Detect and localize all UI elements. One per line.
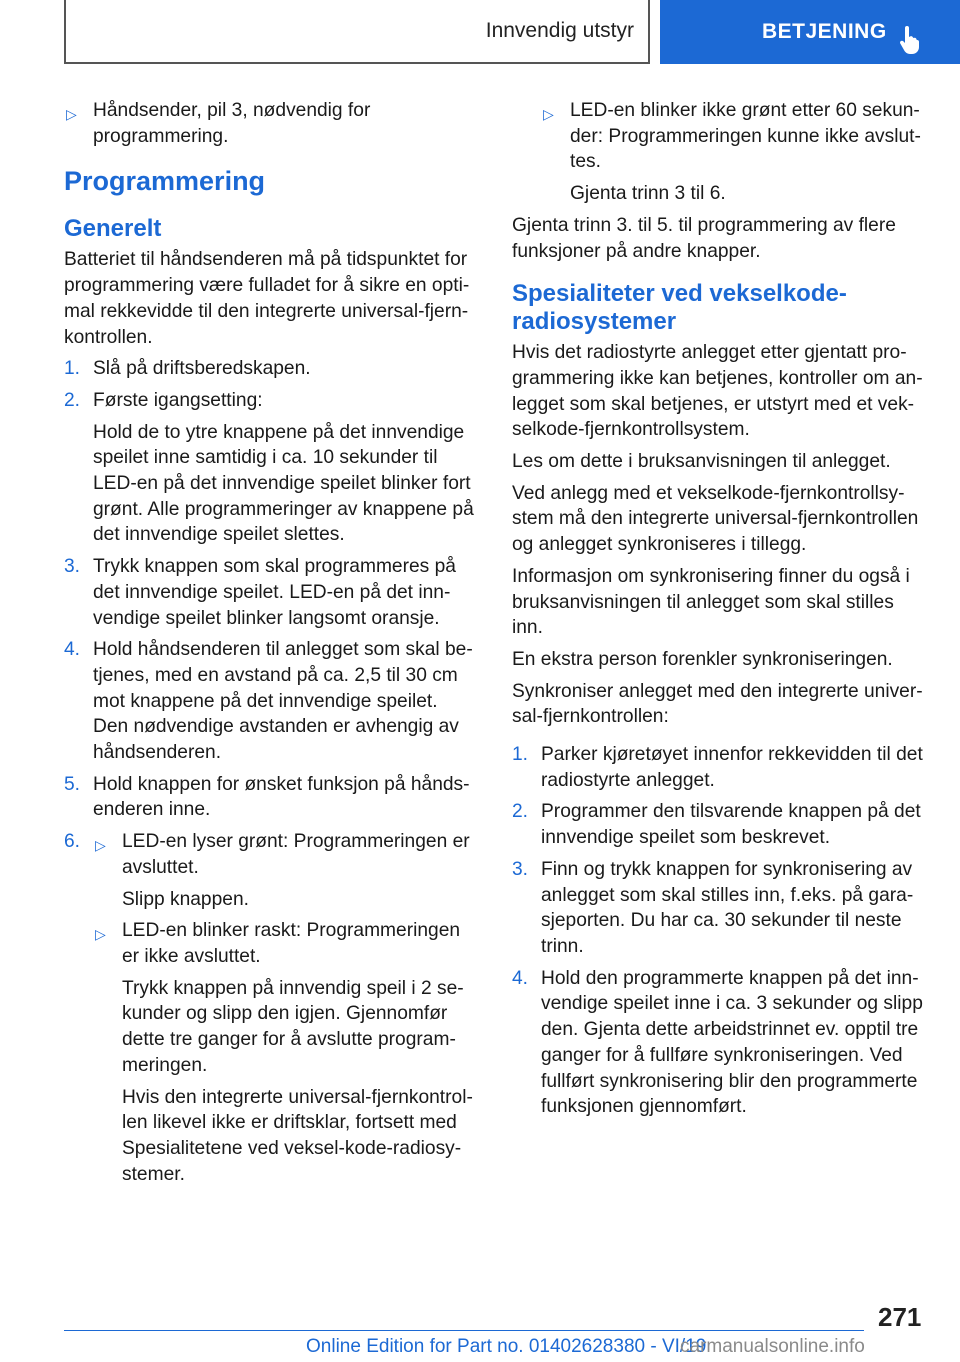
paragraph-battery: Batteriet til håndsenderen må på tidspunktet for programmering være fulladet for å sikre en optimal rekkevidde til den integrerte universal-fjernkontrollen. xyxy=(64,249,470,348)
paragraph-3: Ved anlegg med et vekselkode-fjernkontrollsystem må den integrerte universal-fjernkontrollen og anlegget synkroniseres i tillegg. xyxy=(512,482,919,556)
sync-step-4: 4. Hold den programmerte knappen på det innvendige speilet inne i ca. 3 sekunder og slipp den. Gjenta dette arbeidstrinnet ev. opptil tre ganger for å fullføre synkroniseringen. Ved fullført synkronisering blir den programmerte funksjonen gjennomført. xyxy=(512,967,923,1118)
sync-step-1: 1. Parker kjøretøyet innenfor rekkevidden til det radiostyrte anlegget. xyxy=(512,744,923,791)
triangle-bullet-icon: ▷ xyxy=(95,926,106,943)
header-section xyxy=(64,0,650,64)
page-number: 271 xyxy=(878,1302,922,1332)
hand-pointer-icon xyxy=(898,26,920,54)
watermark: carmanualsonline.info xyxy=(680,1336,865,1357)
step-2-detail: Hold de to ytre knappene på det innvendige speilet inne samtidig i ca. 10 sekunder til LED-en på det innvendige speilet blinker fort grønt. Alle programmeringer av knappene på det innvendige speilet slettes. xyxy=(93,421,474,546)
paragraph-5: En ekstra person forenkler synkroniseringen. xyxy=(512,648,893,670)
step-1: 1. Slå på driftsberedskapen. xyxy=(64,358,311,380)
heading-generelt: Generelt xyxy=(64,215,162,243)
paragraph-4: Informasjon om synkronisering finner du også i bruksanvisningen til anlegget som skal stilles inn. xyxy=(512,565,910,639)
chapter-title: BETJENING xyxy=(762,20,887,43)
intro-bullet: ▷ Håndsender, pil 3, nødvendig for programmering. xyxy=(66,100,371,147)
footer-divider xyxy=(64,1330,864,1331)
heading-programmering: Programmering xyxy=(64,166,266,197)
footer-edition: Online Edition for Part no. 01402628380 - VI/19 xyxy=(306,1336,707,1357)
triangle-bullet-icon: ▷ xyxy=(95,837,106,854)
step-4: 4. Hold håndsenderen til anlegget som skal betjenes, med en avstand på ca. 2,5 til 30 cm mot knappene på det innvendige speilet. Den nødvendige avstanden er avhengig av håndsenderen. xyxy=(64,639,473,764)
step-3: 3. Trykk knappen som skal programmeres på det innvendige speilet. LED-en på det innvendige speilet blinker langsomt oransje. xyxy=(64,556,456,629)
step-6: 6. ▷ LED-en lyser grønt: Programmeringen er avsluttet. Slipp knappen. ▷ LED-en blinker raskt: Programmeringen er ikke avsluttet. Trykk knappen på innvendig speil i 2 sekunder og slipp den igjen. Gjennomfør dette tre ganger for å avslutte programmeringen. Hvis den integrerte universal-fjernkontrollen likevel ikke er driftsklar, fortsett med Spesialitetene ved veksel-kode-radiosystemer. xyxy=(64,829,478,1187)
triangle-bullet-icon: ▷ xyxy=(543,106,554,122)
paragraph-1: Hvis det radiostyrte anlegget etter gjentatt programmering ikke kan betjenes, kontroller om anlegget som skal betjenes, er utstyrt med et vekselkode-fjernkontrollsystem. xyxy=(512,342,923,441)
step-6-bullet-1: ▷ LED-en lyser grønt: Programmeringen er avsluttet. xyxy=(95,831,470,878)
right-column xyxy=(512,98,926,1126)
right-bullet: ▷ LED-en blinker ikke grønt etter 60 sekunder: Programmeringen kunne ikke avsluttes. xyxy=(543,100,921,173)
step-6-bullet-2-detail-1: Trykk knappen på innvendig speil i 2 sekunder og slipp den igjen. Gjennomfør dette tre ganger for å avslutte programmeringen. xyxy=(122,977,464,1076)
heading-spesialiteter: Spesialiteter ved vekselkoderadiosystemer xyxy=(512,280,847,336)
step-2: 2. Første igangsetting: xyxy=(64,389,263,411)
triangle-bullet-icon: ▷ xyxy=(66,106,77,122)
paragraph-2: Les om dette i bruksanvisningen til anlegget. xyxy=(512,451,891,473)
step-6-bullet-2-detail-2: Hvis den integrerte universal-fjernkontrollen likevel ikke er driftsklar, fortsett med Spesialitetene ved veksel-kode-radiosystemer. xyxy=(122,1086,473,1185)
left-column xyxy=(64,98,478,1193)
section-title: Innvendig utstyr xyxy=(485,19,634,42)
sync-step-3: 3. Finn og trykk knappen for synkronisering av anlegget som skal stilles inn, f.eks. på garasjeporten. Du har ca. 30 sekunder til neste trinn. xyxy=(512,858,914,957)
right-bullet-detail: Gjenta trinn 3 til 6. xyxy=(570,183,726,205)
paragraph-repeat: Gjenta trinn 3. til 5. til programmering av flere funksjoner på andre knapper. xyxy=(512,214,896,262)
step-6-bullet-1-detail: Slipp knappen. xyxy=(122,888,249,910)
paragraph-6: Synkroniser anlegget med den integrerte universal-fjernkontrollen: xyxy=(512,680,923,728)
step-5: 5. Hold knappen for ønsket funksjon på håndsenderen inne. xyxy=(64,773,470,821)
sync-step-2: 2. Programmer den tilsvarende knappen på det innvendige speilet som beskrevet. xyxy=(512,801,921,849)
step-6-bullet-2: ▷ LED-en blinker raskt: Programmeringen er ikke avsluttet. xyxy=(95,920,461,967)
